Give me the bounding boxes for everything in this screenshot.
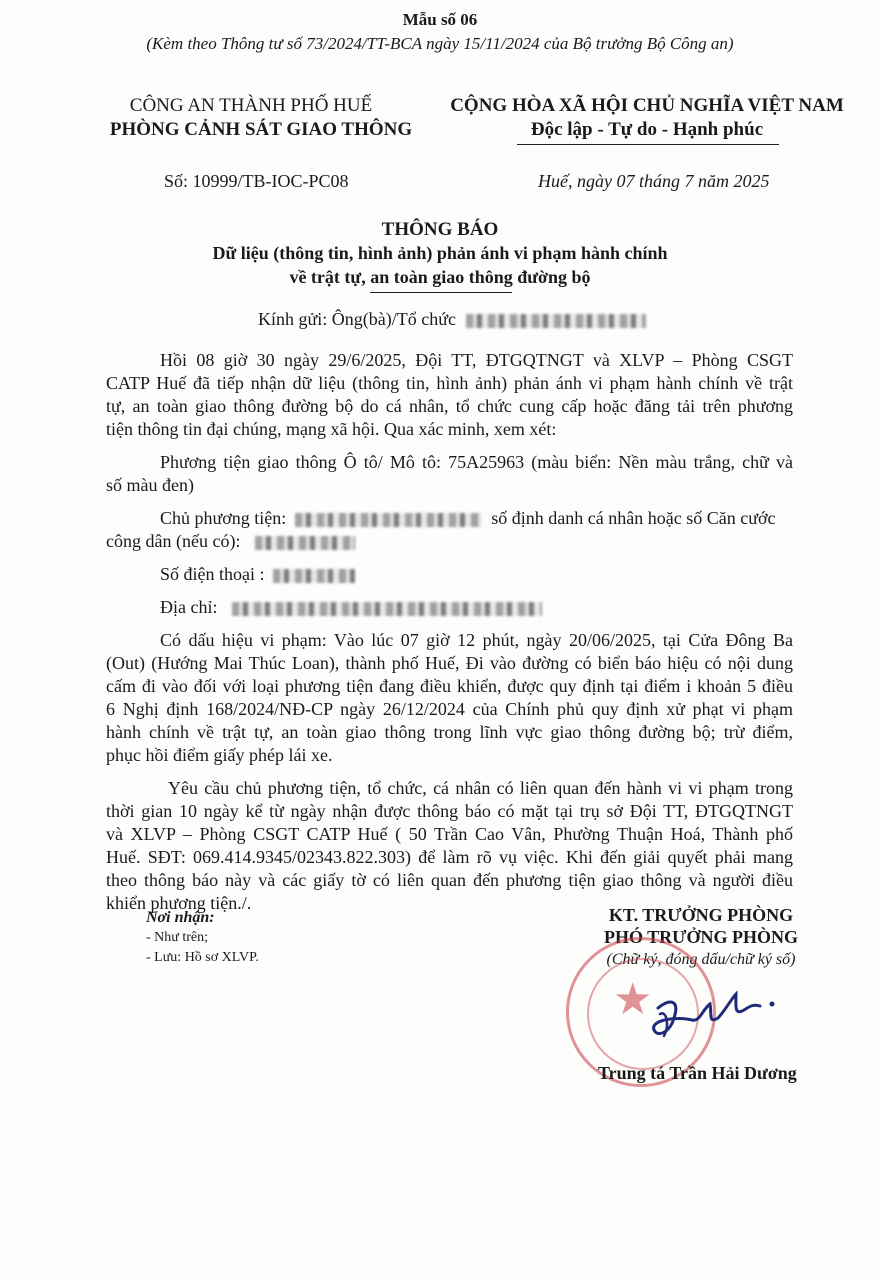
redacted-address <box>232 602 542 616</box>
vehicle-line1: Phương tiện giao thông Ô tô/ Mô tô: 75A25963 (màu biển: Nền màu trắng, chữ và <box>160 452 793 472</box>
recipient-line <box>258 308 646 331</box>
phone-line <box>160 563 355 586</box>
nation-motto: Độc lập - Tự do - Hạnh phúc <box>530 119 764 140</box>
para1-line3: tự, an toàn giao thông đường bộ do cá nhân, tổ chức cung cấp hoặc đăng tải trên phương <box>106 396 793 416</box>
vehicle-line2: số màu đen) <box>106 475 194 495</box>
nation-title: CỘNG HÒA XÃ HỘI CHỦ NGHĨA VIỆT NAM <box>450 95 844 116</box>
phone-label: Số điện thoại : <box>160 564 265 584</box>
request-line2: thời gian 10 ngày kể từ ngày nhận được thông báo có mặt tại trụ sở Đội TT, ĐTGQTNGT <box>106 801 793 821</box>
violation-line6: phục hồi điểm giấy phép lái xe. <box>106 745 333 765</box>
request-line4: Huế. SĐT: 069.414.9345/02343.822.303) để làm rõ vụ việc. Khi đến giải quyết phải mang <box>106 847 793 867</box>
redacted-recipient <box>466 314 646 328</box>
signature-note: (Chữ ký, đóng dấu/chữ ký số) <box>606 951 796 968</box>
request-line1: Yêu cầu chủ phương tiện, tổ chức, cá nhân có liên quan đến hành vi vi phạm trong <box>168 778 793 798</box>
redacted-phone <box>273 569 355 583</box>
request-line6: khiển phương tiện./. <box>106 893 252 913</box>
receivers-title: Nơi nhận: <box>146 909 215 926</box>
document-title: THÔNG BÁO <box>381 219 499 240</box>
owner-line <box>160 507 775 530</box>
handwritten-signature <box>640 980 790 1050</box>
violation-line5: hành chính về trật tự, an toàn giao thông trong lĩnh vực giao thông đường bộ; trừ điểm, <box>106 722 793 742</box>
motto-underline <box>517 144 779 145</box>
star-icon: ★ <box>613 975 653 1024</box>
address-label: Địa chỉ: <box>160 597 218 617</box>
violation-line1: Có dấu hiệu vi phạm: Vào lúc 07 giờ 12 phút, ngày 20/06/2025, tại Cửa Đông Ba <box>160 630 793 650</box>
address-line <box>160 596 542 619</box>
document-subtitle-1: Dữ liệu (thông tin, hình ảnh) phản ánh vi phạm hành chính <box>212 243 668 263</box>
signature-title-2: PHÓ TRƯỞNG PHÒNG <box>603 927 798 947</box>
form-reference: (Kèm theo Thông tư số 73/2024/TT-BCA ngày 15/11/2024 của Bộ trưởng Bộ Công an) <box>146 34 734 53</box>
para1-line4: tiện thông tin đại chúng, mạng xã hội. Qua xác minh, xem xét: <box>106 419 557 439</box>
signer-name: Trung tá Trần Hải Dương <box>598 1063 797 1083</box>
place-date: Huế, ngày 07 tháng 7 năm 2025 <box>538 171 770 191</box>
owner-id-label: số định danh cá nhân hoặc số Căn cước <box>491 508 776 528</box>
document-subtitle-2: về trật tự, an toàn giao thông đường bộ <box>289 267 591 287</box>
department-name: PHÒNG CẢNH SÁT GIAO THÔNG <box>109 119 413 140</box>
para1-line2: CATP Huế đã tiếp nhận dữ liệu (thông tin, hình ảnh) phản ánh vi phạm hành chính về trật <box>106 373 793 393</box>
redacted-owner-id <box>255 536 355 550</box>
receiver-item-1: - Như trên; <box>146 930 209 945</box>
request-line5: theo thông báo này và các giấy tờ có liên quan đến phương tiện giao thông và người điều <box>106 870 793 890</box>
request-line3: và XLVP – Phòng CSGT CATP Huế ( 50 Trần Cao Vân, Phường Thuận Hoá, Thành phố <box>106 824 793 844</box>
owner-id-line <box>106 530 355 553</box>
violation-line3: cấm đi vào đối với loại phương tiện đang điều khiển, được quy định tại điểm i khoản 5 điều <box>106 676 793 696</box>
document-number: Số: 10999/TB-IOC-PC08 <box>164 171 349 191</box>
recipient-label: Kính gửi: Ông(bà)/Tổ chức <box>258 309 456 329</box>
violation-line4: 6 Nghị định 168/2024/NĐ-CP ngày 26/12/2024 của Chính phủ quy định xử phạt vi phạm <box>106 699 793 719</box>
para1-line1: Hồi 08 giờ 30 ngày 29/6/2025, Đội TT, ĐTGQTNGT và XLVP – Phòng CSGT <box>160 350 793 370</box>
title-underline <box>370 292 512 293</box>
form-number: Mẫu số 06 <box>402 10 478 29</box>
redacted-owner-name <box>295 513 481 527</box>
violation-line2: (Out) (Hướng Mai Thúc Loan), thành phố Huế, Đi vào đường có biển báo hiệu có nội dung <box>106 653 793 673</box>
owner-label: Chủ phương tiện: <box>160 508 287 528</box>
signature-title-1: KT. TRƯỞNG PHÒNG <box>608 905 794 925</box>
agency-name: CÔNG AN THÀNH PHỐ HUẾ <box>129 95 373 116</box>
owner-id-label-2: công dân (nếu có): <box>106 531 241 551</box>
receiver-item-2: - Lưu: Hồ sơ XLVP. <box>146 950 259 965</box>
